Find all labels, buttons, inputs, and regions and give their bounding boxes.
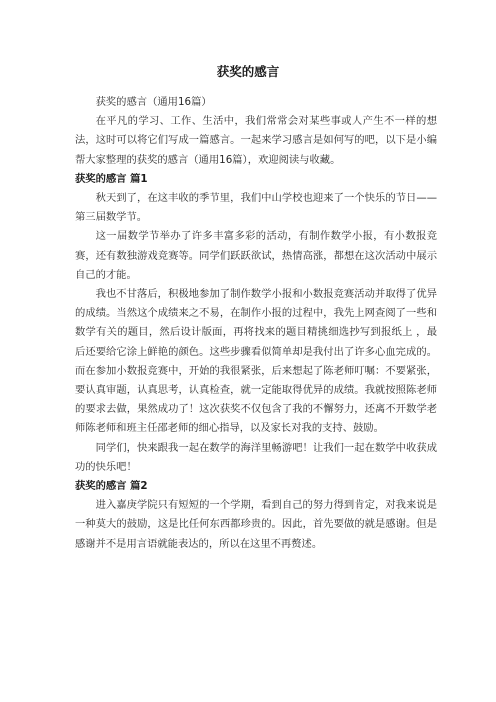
section-heading: 获奖的感言 篇1	[75, 172, 148, 185]
section-paragraph: 同学们，快来跟我一起在数学的海洋里畅游吧！让我们一起在数学中收获成功的快乐吧！	[75, 441, 437, 473]
lead-paragraph: 在平凡的学习、工作、生活中，我们常常会对某些事或人产生不一样的想法，这时可以将它们写成一篇感言。一起来学习感言是如何写的吧，以下是小编帮大家整理的获奖的感言（通用16篇），欢迎阅读与收藏。	[75, 115, 437, 166]
section-paragraph: 这一届数学节举办了许多丰富多彩的活动，有制作数学小报，有小数报竞赛，还有数独游戏竞赛等。同学们跃跃欲试，热情高涨，都想在这次活动中展示自己的才能。	[75, 230, 437, 281]
section-heading: 获奖的感言 篇2	[75, 480, 148, 493]
section-paragraph: 我也不甘落后，积极地参加了制作数学小报和小数报竞赛活动并取得了优异的成绩。当然这个成绩来之不易，在制作小报的过程中，我先上网查阅了一些和数学有关的题目，然后设计版面，再将找来的题目精挑细选抄写到报纸上 ，最后还要给它涂上鲜艳的颜色。这些步骤看似简单却是我付出了许多心血完成的。而在参加小数报竞赛中，开始的我很紧张，后来想起了陈老师叮嘱：不要紧张，要认真审题，认真思考，认真检查，就一定能取得优异的成绩。我就按照陈老师的要求去做，果然成功了！这次获奖不仅包含了我的不懈努力，还离不开数学老师陈老师和班主任邵老师的细心指导，以及家长对我的支持、鼓励。	[75, 288, 437, 435]
section-paragraph: 进入嘉庚学院只有短短的一个学期，看到自己的努力得到肯定，对我来说是一种莫大的鼓励，这是比任何东西都珍贵的。因此，首先要做的就是感谢。但是感谢并不是用言语就能表达的，所以在这里不再赘述。	[75, 499, 437, 550]
document-body	[75, 93, 437, 554]
section-paragraph: 秋天到了，在这丰收的季节里，我们中山学校也迎来了一个快乐的节日——第三届数学节。	[75, 192, 437, 224]
intro-line: 获奖的感言（通用16篇）	[95, 96, 212, 108]
document-title: 获奖的感言	[216, 64, 280, 79]
